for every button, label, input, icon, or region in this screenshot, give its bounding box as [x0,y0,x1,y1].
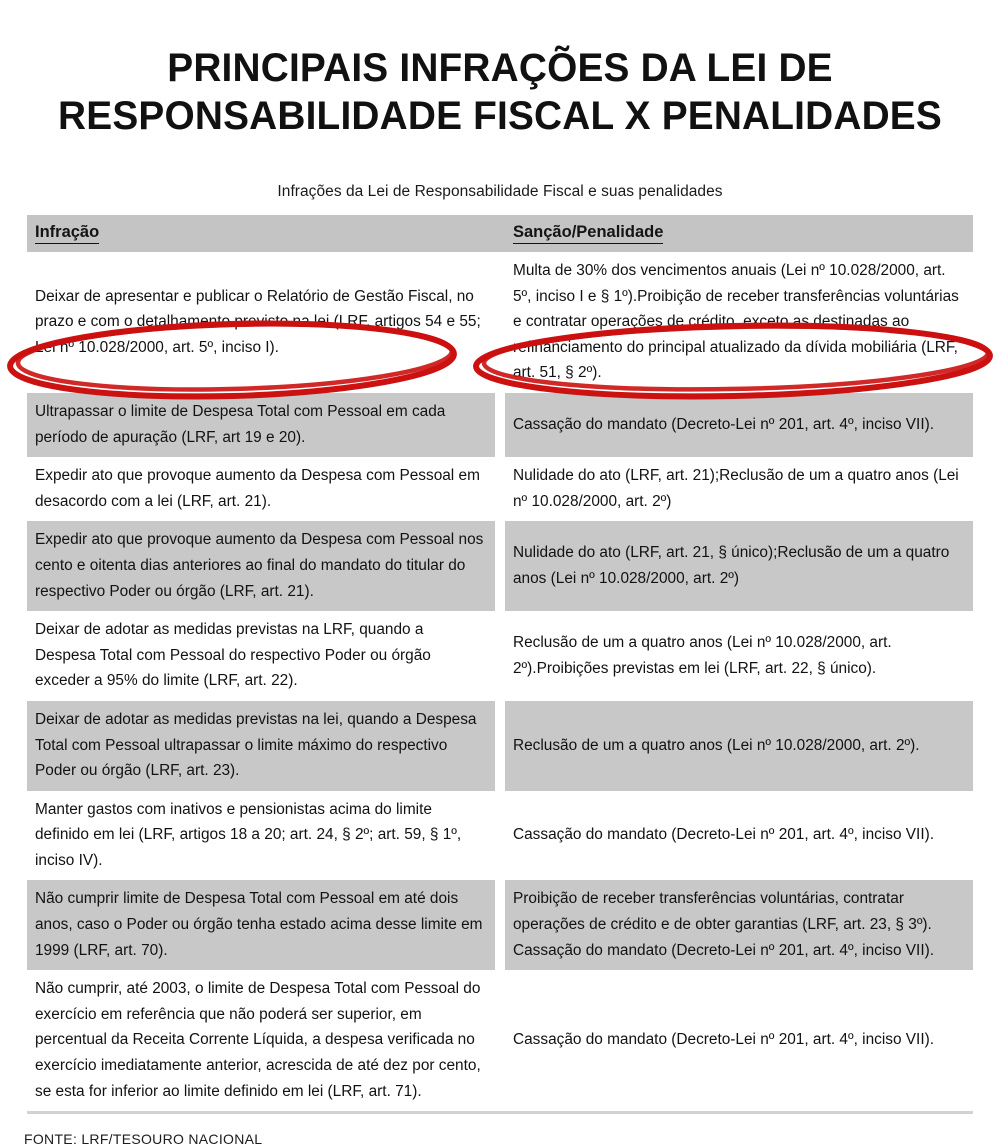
cell-sancao: Nulidade do ato (LRF, art. 21);Reclusão de um a quatro anos (Lei nº 10.028/2000, art. 2º) [505,457,973,521]
page-title [0,0,1000,140]
cell-infracao: Manter gastos com inativos e pensionistas acima do limite definido em lei (LRF, artigos 18 a 20; art. 24, § 2º; art. 59, § 1º, inciso IV). [27,791,495,881]
page-title-line-2: RESPONSABILIDADE FISCAL X PENALIDADES [58,94,942,138]
table-row [27,701,973,791]
table-caption: Infrações da Lei de Responsabilidade Fiscal e suas penalidades [277,183,723,200]
cell-sancao: Nulidade do ato (LRF, art. 21, § único);Reclusão de um a quatro anos (Lei nº 10.028/2000, art. 2º) [505,521,973,611]
cell-sancao: Cassação do mandato (Decreto-Lei nº 201, art. 4º, inciso VII). [505,970,973,1112]
cell-column-gap [495,393,505,457]
cell-column-gap [495,521,505,611]
cell-infracao: Deixar de apresentar e publicar o Relatório de Gestão Fiscal, no prazo e com o detalhamento previsto na lei (LRF, artigos 54 e 55; Lei nº 10.028/2000, art. 5º, inciso I). [27,252,495,393]
cell-column-gap [495,791,505,881]
table-row [27,970,973,1112]
column-header-infracao-label: Infração [35,223,99,244]
cell-infracao: Expedir ato que provoque aumento da Despesa com Pessoal em desacordo com a lei (LRF, art. 21). [27,457,495,521]
cell-column-gap [495,457,505,521]
cell-sancao: Cassação do mandato (Decreto-Lei nº 201, art. 4º, inciso VII). [505,791,973,881]
cell-infracao: Deixar de adotar as medidas previstas na LRF, quando a Despesa Total com Pessoal do respectivo Poder ou órgão exceder a 95% do limite (LRF, art. 22). [27,611,495,701]
column-header-sancao [505,215,973,252]
page-title-line-1: PRINCIPAIS INFRAÇÕES DA LEI DE [167,46,833,90]
cell-sancao: Proibição de receber transferências voluntárias, contratar operações de crédito e de obter garantias (LRF, art. 23, § 3º). Cassação do mandato (Decreto-Lei nº 201, art. 4º, inciso VII). [505,880,973,970]
table-row [27,611,973,701]
cell-column-gap [495,880,505,970]
cell-column-gap [495,611,505,701]
cell-sancao: Cassação do mandato (Decreto-Lei nº 201, art. 4º, inciso VII). [505,393,973,457]
cell-sancao: Multa de 30% dos vencimentos anuais (Lei nº 10.028/2000, art. 5º, inciso I e § 1º).Proibição de receber transferências voluntárias e contratar operações de crédito, exceto as destinadas ao refinanciamento do principal atualizado da dívida mobiliária (LRF, art. 51, § 2º). [505,252,973,393]
header-column-gap [495,215,505,252]
cell-column-gap [495,252,505,393]
cell-infracao: Expedir ato que provoque aumento da Despesa com Pessoal nos cento e oitenta dias anteriores ao final do mandato do titular do respectivo Poder ou órgão (LRF, art. 21). [27,521,495,611]
cell-column-gap [495,701,505,791]
cell-infracao: Ultrapassar o limite de Despesa Total com Pessoal em cada período de apuração (LRF, art 19 e 20). [27,393,495,457]
infractions-table [27,215,973,1114]
table-container [27,215,973,1114]
table-row [27,457,973,521]
table-row [27,880,973,970]
table-row [27,393,973,457]
table-body [27,252,973,1113]
table-row [27,521,973,611]
cell-infracao: Não cumprir, até 2003, o limite de Despesa Total com Pessoal do exercício em referência que não poderá ser superior, em percentual da Receita Corrente Líquida, a despesa verificada no exercício imediatamente anterior, acrescida de até dez por cento, se esta for inferior ao limite definido em lei (LRF, art. 71). [27,970,495,1112]
table-row [27,791,973,881]
cell-sancao: Reclusão de um a quatro anos (Lei nº 10.028/2000, art. 2º).Proibições previstas em lei (LRF, art. 22, § único). [505,611,973,701]
table-header [27,215,973,252]
table-row [27,252,973,393]
cell-infracao: Não cumprir limite de Despesa Total com Pessoal em até dois anos, caso o Poder ou órgão tenha estado acima desse limite em 1999 (LRF, art. 70). [27,880,495,970]
column-header-infracao [27,215,495,252]
table-header-row [27,215,973,252]
source-footnote: FONTE: LRF/TESOURO NACIONAL [24,1131,263,1147]
cell-column-gap [495,970,505,1112]
cell-infracao: Deixar de adotar as medidas previstas na lei, quando a Despesa Total com Pessoal ultrapassar o limite máximo do respectivo Poder ou órgão (LRF, art. 23). [27,701,495,791]
cell-sancao: Reclusão de um a quatro anos (Lei nº 10.028/2000, art. 2º). [505,701,973,791]
column-header-sancao-label: Sanção/Penalidade [513,223,663,244]
